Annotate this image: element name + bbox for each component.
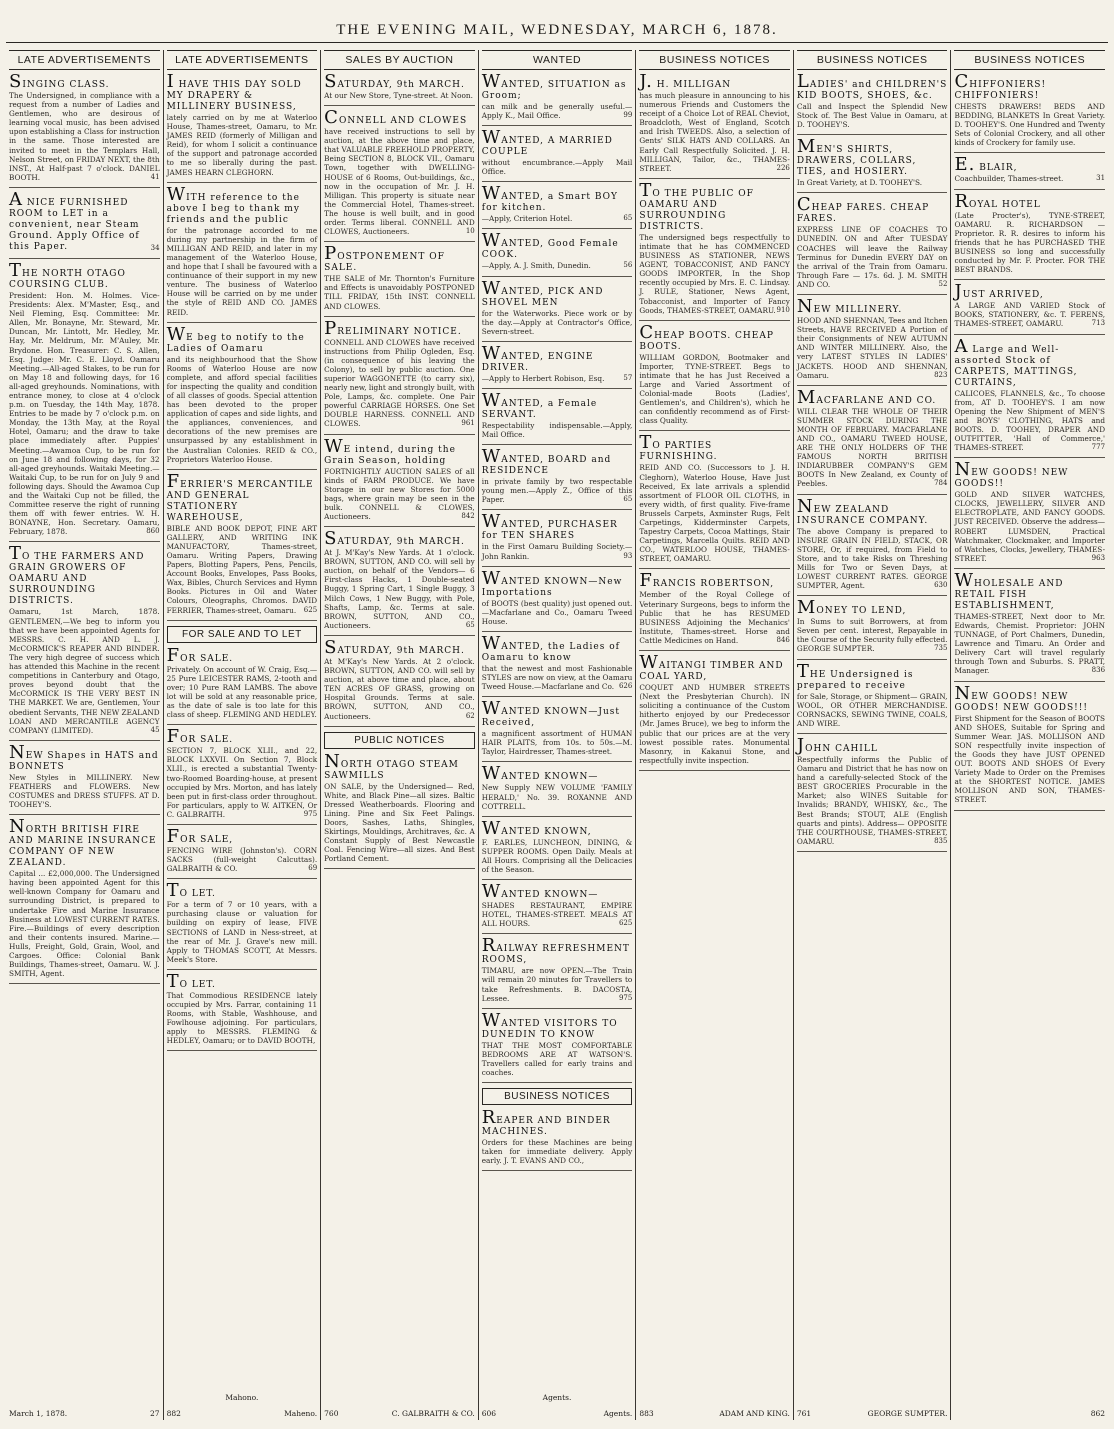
ad-body: for the Waterworks. Piece work or by the day.—Apply at Contractor's Office, Severn-street. bbox=[481, 308, 633, 336]
ad-number: 910 bbox=[776, 305, 790, 314]
advertisement bbox=[639, 321, 790, 432]
ad-body: for the patronage accorded to me during my partnership in the firm of MILLIGAN AND REID, and later in my management of the Waterloo House, and hope that I shall be favoured with a continuance of their support in my new venture. The business of Waterloo House will be carried on by me under the style of REID AND CO. JAMES REID. bbox=[166, 225, 318, 317]
ad-body: Oamaru, 1st March, 1878. GENTLEMEN,—We beg to inform you that we have been appointed Agents for MESSRS. C. H. AND L. J. McCORMICK'S REAPER AND BINDER. The very high degree of success which has attended this Machine in the recent competitions in Canterbury and Otago, proves beyond doubt that the McCORMICK IS THE VERY BEST IN THE MARKET. We are, Gentlemen, Your obedient Servants, THE NEW ZEALAND LOAN AND MERCANTILE AGENCY COMPANY (LIMITED). bbox=[9, 607, 160, 735]
advertisement bbox=[481, 446, 633, 510]
ad-body: (Late Procter's), TYNE-STREET, OAMARU. R. RICHARDSON — Proprietor. R. R. desires to inform his friends that he has PURCHASED THE BUSINESS so long and successfully conducted by Mr. F. Procter. FOR THE BEST BRANDS. bbox=[954, 210, 1106, 275]
ad-number: 784 bbox=[934, 479, 948, 488]
ad-body: In Great Variety, at D. TOOHEY'S. bbox=[796, 178, 923, 188]
ad-headline: NEW ZEALAND INSURANCE COMPANY. bbox=[796, 495, 929, 526]
ad-number: 975 bbox=[303, 809, 318, 818]
ad-headline: TO LET. bbox=[166, 880, 216, 902]
advertisement bbox=[639, 179, 790, 321]
advertisement bbox=[481, 567, 633, 632]
ad-headline: THE Undersigned is prepared to receive bbox=[796, 660, 914, 691]
column-heading: BUSINESS NOTICES bbox=[797, 50, 948, 70]
ad-headline: TO LET. bbox=[166, 970, 216, 992]
footer-right: Agents. bbox=[603, 1409, 633, 1418]
ad-body: The Undersigned, in compliance with a request from a number of Ladies and Gentlemen, who are desirous of learning vocal music, has been advised upon establishing a Class for instruction in the same. Those interested are invited to meet in the Templars Hall, Nelson Street, on FRIDAY NEXT, the 8th INST., At Half-past 7 o'clock. DANIEL BOOTH. bbox=[9, 91, 160, 182]
column-5 bbox=[636, 50, 794, 1420]
column-footer bbox=[482, 1409, 633, 1418]
advertisement bbox=[796, 136, 948, 193]
ad-body: a magnificent assortment of HUMAN HAIR PLAITS, from 10s. to 50s.—M. Taylor, Hairdresser, Thames-street. bbox=[481, 729, 633, 757]
ad-number: 625 bbox=[303, 605, 318, 614]
ad-number: 93 bbox=[623, 551, 633, 560]
ad-number: 860 bbox=[146, 527, 160, 536]
advertisement bbox=[324, 636, 475, 727]
ad-body: without encumbrance.—Apply Mail Office. bbox=[481, 158, 633, 177]
ad-body: Privately. On account of W. Craig, Esq.— 25 Pure LEICESTER RAMS, 2-tooth and over; 10 Pure RAM LAMBS. The above lot will be sold at any reasonable price, as the date of sale is too late for this class of sheep. FLEMING AND HEDLEY. bbox=[166, 664, 318, 720]
ad-headline: CHEAP BOOTS. CHEAP BOOTS. bbox=[639, 321, 774, 352]
column-heading: LATE ADVERTISEMENTS bbox=[9, 50, 160, 70]
footer-right: Maheno. bbox=[284, 1409, 318, 1418]
advertisement bbox=[481, 817, 633, 880]
ad-headline: JUST ARRIVED, bbox=[954, 281, 1044, 303]
ad-headline: J. H. MILLIGAN bbox=[639, 71, 732, 92]
ad-headline: SATURDAY, 9th MARCH. bbox=[324, 528, 465, 550]
ad-number: 713 bbox=[1091, 319, 1106, 328]
advertisement bbox=[639, 570, 790, 651]
advertisement bbox=[954, 154, 1106, 189]
column-heading: BUSINESS NOTICES bbox=[954, 50, 1105, 70]
advertisement bbox=[639, 432, 790, 569]
advertisement bbox=[796, 734, 948, 852]
ad-body: THAMES-STREET, Next door to Mr. Edwards, Chemist. Proprietor: JOHN TUNNAGE, of Port Chalmers, Dunedin, Lawrence and Timaru. An Order and Delivery Cart will travel regularly through Town and Suburbs. S. PRATT, Manager. bbox=[954, 611, 1106, 676]
advertisement bbox=[166, 726, 318, 825]
bottom-label: Agents. bbox=[542, 1393, 572, 1402]
column-4 bbox=[479, 50, 637, 1420]
ad-headline: I HAVE THIS DAY SOLD MY DRAPERY & MILLINERY BUSINESS, bbox=[166, 71, 302, 112]
footer-left: 761 bbox=[796, 1409, 812, 1418]
ad-body: New Supply NEW VOLUME 'FAMILY HERALD,' No. 39. ROXANNE AND COTTRELL. bbox=[481, 783, 633, 811]
ad-body: in private family by two respectable young men.—Apply Z., Office of this Paper. bbox=[481, 477, 633, 505]
ad-headline: A Large and Well-assorted Stock of CARPETS, MATTINGS, CURTAINS, bbox=[954, 335, 1078, 388]
ad-headline: PRELIMINARY NOTICE. bbox=[324, 317, 462, 339]
ad-body: FORTNIGHTLY AUCTION SALES of all kinds of FARM PRODUCE. We have Storage in our new Stores for 5000 bags, where grain may be seen in the bulk. CONNELL & CLOWES, Auctioneers. bbox=[324, 466, 475, 521]
ad-body: of BOOTS (best quality) just opened out.—Macfarlane and Co., Oamaru Tweed House. bbox=[481, 598, 633, 626]
ad-body: TIMARU, are now OPEN.—The Train will remain 20 minutes for Travellers to take Refreshments. B. DACOSTA, Lessee. bbox=[481, 966, 633, 1003]
ad-headline: MONEY TO LEND, bbox=[796, 597, 907, 619]
ad-body: Capital ... £2,000,000. The Undersigned having been appointed Agent for this well-known Company for Oamaru and surrounding District, is prepared to undertake Fire and Marine Insurance Business at LOWEST CURRENT RATES. Fire.—Buildings of every description and their contents insured. Marine.—Hulls, Freight, Gold, Grain, Wool, and Cargoes. Office: Colonial Bank Buildings, Thames-street, Oamaru. W. J. SMITH, Agent. bbox=[9, 869, 160, 979]
advertisement bbox=[481, 389, 633, 445]
ad-body: —Apply, A. J. Smith, Dunedin. bbox=[481, 261, 591, 271]
advertisement bbox=[9, 71, 160, 188]
ad-body: President: Hon. M. Holmes. Vice-Presidents: Alex. M'Master, Esq., and Neil Fleming, Esq. Committee: Mr. Allen, Mr. Bonayne, Mr. Steward, Mr. Duncan, Mr. Lintott, Mr. Hedley, Mr. Hay, Mr. Meldrum, Mr. M'Auley, Mr. Brydone. Hon. Treasurer: C. S. Allen, Esq. Judge: Mr. C. E. Lloyd. Oamaru Meeting.—All-aged Stakes, to be run for on May 18 and following days, for 16 all-aged greyhounds. Nominations, with entrance money, to close at 4 o'clock p.m. on Tuesday, the 14th May, 1878. Entries to be made by 7 o'clock p.m. on Monday, the 13th May, at the Royal Hotel, Oamaru; and the draw to take place immediately after. Puppies' Meeting.—Awamoa Cup, to be run for on June 18 and following days, for 32 all-aged greyhounds. Waitaki Meeting.—Waitaki Cup, to be run for on July 9 and following days. Should the Awamoa Cup and the Waitaki Cup not be filled, the Committee reserve the right of running them off with fewer entries. W. H. BONAYNE, Hon. Secretary. Oamaru, February, 1878. bbox=[9, 290, 160, 537]
advertisement bbox=[9, 741, 160, 815]
ad-body: First Shipment for the Season of BOOTS AND SHOES, Suitable for Spring and Summer Wear. JAS. MOLLISON AND SON respectfully invite inspection of the Goods they have JUST OPENED OUT. BOOTS AND SHOES Of Every Variety Made to Order on the Premises at the SHORTEST NOTICE. JAMES MOLLISON AND SON, THAMES-STREET. bbox=[954, 713, 1106, 805]
footer-left: 882 bbox=[166, 1409, 181, 1418]
ad-number: 835 bbox=[934, 836, 948, 845]
ad-headline: NEW Shapes in HATS and BONNETS bbox=[9, 741, 159, 772]
ad-headline: NORTH BRITISH FIRE AND MARINE INSURANCE COMPANY OF NEW ZEALAND. bbox=[9, 816, 157, 869]
ad-number: 630 bbox=[934, 581, 948, 590]
ad-body: for Sale, Storage, or Shipment— GRAIN, WOOL, OR OTHER MERCHANDISE. CORNSACKS, SEWING TWINE, COALS, AND WIRE. bbox=[796, 691, 948, 728]
advertisement bbox=[166, 644, 318, 726]
ad-headline: FERRIER'S MERCANTILE AND GENERAL STATIONERY WAREHOUSE, bbox=[166, 470, 314, 523]
advertisement bbox=[324, 243, 475, 316]
ad-headline: SATURDAY, 9th MARCH. bbox=[324, 71, 465, 92]
ad-body: The above Company is prepared to INSURE GRAIN IN FIELD, STACK, OR STORE, Or, if required, from Field to Store, and to take Risks on Threshing Mills for Two or Seven Days, at LOWEST CURRENT RATES. GEORGE SUMPTER, Agent. bbox=[796, 526, 948, 591]
ad-headline: TO THE PUBLIC OF OAMARU AND SURROUNDING DISTRICTS. bbox=[639, 179, 754, 232]
ad-number: 57 bbox=[623, 373, 633, 382]
ad-headline: JOHN CAHILL bbox=[796, 734, 878, 756]
ad-body: HOOD AND SHENNAN, Tees and Itchen Streets, HAVE RECEIVED A Portion of their Consignments of NEW AUTUMN AND WINTER MILLINERY. Also, the very LATEST STYLES IN LADIES' JACKETS. HOOD AND SHENNAN, Oamaru. bbox=[796, 316, 948, 380]
advertisement bbox=[954, 682, 1106, 811]
advertisement bbox=[166, 183, 318, 323]
ad-body: New Styles in MILLINERY. New FEATHERS and FLOWERS. New COSTUMES and DRESS STUFFS. AT D. TOOHEY'S. bbox=[9, 772, 160, 810]
advertisement bbox=[9, 543, 160, 740]
advertisement bbox=[954, 459, 1106, 569]
ad-headline: WANTED, A MARRIED COUPLE bbox=[481, 127, 613, 158]
advertisement bbox=[954, 569, 1106, 682]
advertisement bbox=[324, 435, 475, 528]
ad-body: Respectfully informs the Public of Oamaru and District that he has now on hand a carefully-selected Stock of the BEST GROCERIES Procurable in the Market; also WINES Suitable for Invalids; BRANDY, WHISKY, &c., The Best Brands; STOUT, ALE (English quarts and pints). Address— OPPOSITE THE COURTHOUSE, THAMES-STREET, OAMARU. bbox=[796, 754, 948, 846]
advertisement bbox=[9, 259, 160, 543]
ad-number: 963 bbox=[1091, 553, 1106, 562]
ad-body: The undersigned begs respectfully to intimate that he has COMMENCED BUSINESS AS STATIONER, NEWS AGENT, TOBACCONIST, AND FANCY GOODS IMPORTER, In the Shop recently occupied by Mrs. E. C. Lindsay. J. RULE, Stationer, News Agent, Tobacconist, and Importer of Fancy Goods, THAMES-STREET, OAMARU. bbox=[639, 232, 790, 315]
column-heading: SALES BY AUCTION bbox=[324, 50, 475, 70]
ad-body: At J. M'Kay's New Yards. At 1 o'clock. BROWN, SUTTON, AND CO. will sell by auction, on behalf of the Vendors— 6 First-class Hacks, 1 Double-seated Buggy, 1 Spring Cart, 1 Single Buggy, 3 Milch Cows, 1 New Buggy, with Pole, Shafts, Lamp, &c. Terms at sale. BROWN, SUTTON, AND CO., Auctioneers. bbox=[324, 548, 475, 630]
ad-headline: WE intend, during the Grain Season, holding bbox=[324, 435, 456, 466]
columns-container bbox=[6, 50, 1108, 1420]
column-7 bbox=[951, 50, 1108, 1420]
advertisement bbox=[166, 880, 318, 970]
advertisement bbox=[481, 1009, 633, 1083]
ad-number: 41 bbox=[150, 172, 160, 181]
ad-headline: WANTED, Good Female COOK. bbox=[481, 230, 619, 261]
ad-headline: NEW GOODS! NEW GOODS!! bbox=[954, 459, 1069, 490]
advertisement bbox=[9, 816, 160, 984]
ad-number: 226 bbox=[776, 163, 790, 172]
ad-headline: WITH reference to the above I beg to thank my friends and the public bbox=[166, 183, 300, 225]
footer-left: March 1, 1878. bbox=[9, 1409, 68, 1418]
ad-headline: THE NORTH OTAGO COURSING CLUB. bbox=[9, 259, 126, 290]
ad-headline: CONNELL AND CLOWES bbox=[324, 107, 468, 129]
column-footer bbox=[167, 1409, 318, 1418]
ad-number: 735 bbox=[934, 644, 948, 653]
footer-right: 862 bbox=[1090, 1409, 1106, 1418]
ad-number: 836 bbox=[1091, 666, 1106, 675]
ad-body: Member of the Royal College of Veterinary Surgeons, begs to inform the Public that he has RESUMED BUSINESS Adjoining the Mechanics' Institute, Thames-street. Horse and Cattle Medicines on Hand. bbox=[639, 590, 790, 645]
advertisement bbox=[639, 71, 790, 179]
footer-right: C. GALBRAITH & CO. bbox=[391, 1409, 475, 1418]
ad-body: A LARGE AND VARIED Stock of BOOKS, STATIONERY, &c. T. FERENS, THAMES-STREET, OAMARU. bbox=[954, 301, 1106, 329]
ad-body: Coachbuilder, Thames-street. bbox=[954, 174, 1064, 184]
ad-number: 846 bbox=[776, 635, 790, 644]
advertisement bbox=[324, 317, 475, 435]
ad-headline: SINGING CLASS. bbox=[9, 71, 110, 92]
ad-body: CHESTS DRAWERS! BEDS AND BEDDING, BLANKETS In Great Variety. D. TOOHEY'S. One Hundred and Twenty Sets of Colonial Crockery, and all other kinds of Crockery for family use. bbox=[954, 102, 1106, 148]
advertisement bbox=[166, 71, 318, 183]
ad-headline: FOR SALE, bbox=[166, 825, 234, 847]
ad-headline: MEN'S SHIRTS, DRAWERS, COLLARS, TIES, and HOSIERY. bbox=[796, 136, 917, 178]
column-footer bbox=[9, 1409, 160, 1418]
ad-headline: WANTED, PICK AND SHOVEL MEN bbox=[481, 277, 604, 308]
ad-body: have received instructions to sell by auction, at the above time and place, that VALUABLE FREEHOLD PROPERTY, Being SECTION 8, BLOCK VII., Oamaru Town, together with DWELLING-HOUSE of 6 Rooms, Out-buildings, &c., now in the occupation of Mr. J. H. Milligan. This property is situate near the Commercial Hotel, Thames-street. The house is well built, and in good order. Terms liberal. CONNELL AND CLOWES, Auctioneers. bbox=[324, 127, 475, 237]
ad-number: 69 bbox=[308, 864, 318, 873]
advertisement bbox=[481, 342, 633, 389]
advertisement bbox=[166, 470, 318, 621]
advertisement bbox=[796, 495, 948, 597]
advertisement bbox=[481, 183, 633, 229]
ad-number: 626 bbox=[618, 682, 633, 691]
ad-number: 777 bbox=[1091, 443, 1106, 452]
advertisement bbox=[9, 188, 160, 259]
column-footer bbox=[639, 1409, 790, 1418]
footer-left: 760 bbox=[324, 1409, 339, 1418]
ad-number: 45 bbox=[150, 725, 160, 734]
ad-number: 52 bbox=[938, 279, 948, 288]
advertisement bbox=[481, 698, 633, 762]
ad-number: 975 bbox=[618, 993, 633, 1002]
section-heading: BUSINESS NOTICES bbox=[482, 1088, 633, 1105]
ad-number: 625 bbox=[618, 919, 633, 928]
ad-body: REID AND CO. (Successors to J. H. Cleghorn), Waterloo House, Have Just Received, Ex late arrivals a splendid assortment of FLOOR OIL CLOTHS, in every width, of first quality. Five-frame Brussels Carpets, Axminster Rugs, Felt Carpetings, Kidderminster Carpets, Tapestry Carpets, Cocoa Mattings, Stair Carpetings, Marcella Quilts. REID AND CO., WATERLOO HOUSE, THAMES-STREET, OAMARU. bbox=[639, 463, 790, 564]
ad-headline: WANTED KNOWN— bbox=[481, 881, 599, 903]
advertisement bbox=[796, 296, 948, 386]
section-heading: PUBLIC NOTICES bbox=[324, 732, 475, 749]
column-3 bbox=[321, 50, 479, 1420]
ad-number: 65 bbox=[465, 620, 475, 629]
column-footer bbox=[954, 1409, 1105, 1418]
ad-body: At our New Store, Tyne-street. At Noon. bbox=[324, 91, 473, 100]
column-1 bbox=[6, 50, 164, 1420]
ad-headline: RAILWAY REFRESHMENT ROOMS, bbox=[481, 935, 630, 966]
ad-body: At M'Kay's New Yards. At 2 o'clock. BROWN, SUTTON, AND CO. will sell by auction, at above time and place, about TEN ACRES OF GRASS, growing on Hospital Grounds. Terms at sale. BROWN, SUTTON, AND CO., Auctioneers. bbox=[324, 656, 475, 721]
ad-headline: WANTED, ENGINE DRIVER. bbox=[481, 342, 594, 373]
advertisement bbox=[481, 127, 633, 182]
ad-headline: NEW MILLINERY. bbox=[796, 296, 903, 318]
ad-headline: WANTED KNOWN— bbox=[481, 763, 599, 785]
column-2 bbox=[164, 50, 322, 1420]
ad-number: 823 bbox=[934, 370, 948, 379]
ad-body: F. EARLES, LUNCHEON, DINING, & SUPPER ROOMS. Open Daily. Meals at All Hours. Comprising all the Delicacies of the Season. bbox=[481, 837, 633, 874]
ad-number: 961 bbox=[461, 419, 475, 428]
ad-headline: WANTED KNOWN—Just Received, bbox=[481, 698, 621, 729]
ad-body: ON SALE, by the Undersigned— Red, White, and Black Pine—all sizes. Baltic Dressed Weatherboards. Flooring and Lining. Pine and Six Feet Palings. Doors, Sashes, Laths, Shingles, Skirtings, Mouldings, Architraves, &c. A Constant Supply of Best Newcastle Coal. Fencing Wire—all sizes. And Best Portland Cement. bbox=[324, 781, 475, 864]
ad-body: Call and Inspect the Splendid New Stock of. The Best Value in Oamaru, at D. TOOHEY'S. bbox=[796, 102, 948, 130]
ad-headline: FRANCIS ROBERTSON, bbox=[639, 570, 775, 592]
ad-headline: FOR SALE. bbox=[166, 726, 234, 748]
advertisement bbox=[481, 881, 633, 934]
ad-body: Respectability indispensable.—Apply, Mail Office. bbox=[481, 420, 633, 440]
ad-body: SECTION 7, BLOCK XLII., and 22, BLOCK LXXVII. On Section 7, Block XLII., is erected a substantial Twenty-two-Roomed Boarding-house, at present occupied by Mrs. Morton, and has lately been put in first-class order throughout. For particulars, apply to W. AITKEN, Or C. GALBRAITH. bbox=[166, 746, 318, 819]
ad-body: WILLIAM GORDON, Bootmaker and Importer, TYNE-STREET. Begs to intimate that he has Just Received a Large and Varied Assortment of Colonial-made Boots (Ladies', Gentlemen's, and Children's), which he can confidently recommend as of First-class Quality. bbox=[639, 352, 790, 426]
ad-headline: WANTED, the Ladies of Oamaru to know bbox=[481, 632, 620, 663]
ad-body: EXPRESS LINE OF COACHES TO DUNEDIN. ON and After TUESDAY COACHES will leave the Railway Terminus for Dunedin EVERY DAY on the arrival of the Train from Oamaru. Through Fare — 17s. 6d. J. M. SMITH AND CO. bbox=[796, 225, 948, 289]
ad-headline: SATURDAY, 9th MARCH. bbox=[324, 636, 465, 658]
ad-headline: WE beg to notify to the Ladies of Oamaru bbox=[166, 323, 305, 354]
advertisement bbox=[481, 763, 633, 816]
masthead-rule bbox=[6, 42, 1108, 43]
ad-headline: TO THE FARMERS AND GRAIN GROWERS OF OAMARU AND SURROUNDING DISTRICTS. bbox=[9, 543, 145, 607]
advertisement bbox=[324, 71, 475, 106]
ad-body: in the First Oamaru Building Society.—John Rankin. bbox=[481, 542, 633, 561]
ad-headline: POSTPONEMENT OF SALE. bbox=[324, 243, 445, 274]
column-footer bbox=[797, 1409, 948, 1418]
ad-headline: A NICE FURNISHED ROOM to LET in a convenient, near Steam Ground. Apply Office of this Paper. bbox=[9, 188, 140, 252]
ad-body: that the newest and most Fashionable STYLES are now on view, at the Oamaru Tweed House.—Macfarlane and Co. bbox=[481, 663, 633, 692]
footer-left: 883 bbox=[639, 1409, 654, 1418]
advertisement bbox=[166, 825, 318, 879]
ad-number: 62 bbox=[465, 711, 475, 720]
ad-body: lately carried on by me at Waterloo House, Thames-street, Oamaru, to Mr. JAMES REID (formerly of Milligan and Reid), for whom I solicit a continuance of the support and patronage accorded to me so liberally during the past. JAMES HEARN CLEGHORN. bbox=[166, 113, 318, 177]
ad-body: COQUET AND HUMBER STREETS (Next the Presbyterian Church). IN soliciting a continuance of the Custom hitherto enjoyed by our Predecessor (Mr. James Bruce), we beg to inform the public that our prices are at the very lowest possible rates. Monumental Masonry, in Kakanui Stone, and respectfully invite inspection. bbox=[639, 683, 790, 765]
ad-body: can milk and be generally useful.—Apply K., Mail Office. bbox=[481, 102, 633, 121]
advertisement bbox=[954, 281, 1106, 334]
advertisement bbox=[481, 935, 633, 1008]
ad-headline: MACFARLANE AND CO. bbox=[796, 386, 937, 408]
ad-headline: TO PARTIES FURNISHING. bbox=[639, 432, 718, 463]
ad-number: 10 bbox=[465, 227, 475, 236]
ad-headline: WANTED, a Smart BOY for kitchen. bbox=[481, 183, 618, 214]
ad-headline: ROYAL HOTEL bbox=[954, 190, 1041, 212]
ad-headline: REAPER AND BINDER MACHINES. bbox=[481, 1107, 611, 1138]
advertisement bbox=[166, 970, 318, 1052]
advertisement bbox=[166, 323, 318, 470]
ad-headline: WANTED KNOWN—New Importations bbox=[481, 567, 623, 598]
ad-number: 56 bbox=[623, 261, 633, 270]
column-heading: LATE ADVERTISEMENTS bbox=[167, 50, 318, 70]
ad-body: CALICOES, FLANNELS, &c., To choose from, AT D. TOOHEY'S. I am now Opening the New Shipment of MEN'S and BOYS' CLOTHING, HATS and BOOTS. D. TOOHEY, DRAPER AND OUTFITTER, 'Hall of Commerce,' THAMES-STREET. bbox=[954, 388, 1106, 453]
ad-headline: WANTED KNOWN, bbox=[481, 817, 592, 839]
ad-headline: WANTED VISITORS TO DUNEDIN TO KNOW bbox=[481, 1009, 618, 1040]
advertisement bbox=[796, 71, 948, 135]
ad-body: BIBLE AND BOOK DEPOT, FINE ART GALLERY, AND WRITING INK MANUFACTORY, Thames-street, Oamaru. Writing Papers, Drawing Papers, Blotting Papers, Pens, Pencils, Account Books, Envelopes, Pass Books, Wax, Bibles, Church Services and Hymn Books. Pictures in Oil and Water Colours, Oleographs, Chromos. DAVID FERRIER, Thames-street, Oamaru. bbox=[166, 523, 318, 615]
column-footer bbox=[324, 1409, 475, 1418]
ad-body: For a term of 7 or 10 years, with a purchasing clause or valuation for building on expiry of lease, FIVE SECTIONS of LAND in Ness-street, at the rear of Mr. J. Grave's new mill. Apply to THOMAS SCOTT, At Messrs. Meek's Store. bbox=[166, 900, 318, 964]
advertisement bbox=[954, 71, 1106, 153]
advertisement bbox=[481, 511, 633, 566]
ad-number: 34 bbox=[150, 243, 160, 252]
advertisement bbox=[481, 632, 633, 697]
ad-body: and its neighbourhood that the Show Rooms of Waterloo House are now complete, and afford special facilities for inspecting the quality and condition of all classes of goods. Special attention has been devoted to the proper application of capes and side lights, and the appliances, conveniences, and decorations of the new premises are unsurpassed by any establishment in the Australian Colonies. REID & CO., Proprietors Waterloo House. bbox=[166, 354, 318, 464]
ad-number: 65 bbox=[623, 214, 633, 223]
advertisement bbox=[954, 335, 1106, 459]
ad-headline: E. BLAIR, bbox=[954, 154, 1018, 176]
ad-headline: NEW GOODS! NEW GOODS! NEW GOODS!!! bbox=[954, 682, 1089, 713]
ad-headline: CHIFFONIERS! CHIFFONIERS! bbox=[954, 71, 1047, 101]
column-heading: WANTED bbox=[482, 50, 633, 70]
ad-body: In Sums to suit Borrowers, at from Seven per cent. interest, Repayable in the Course of the Security fully effected. GEORGE SUMPTER. bbox=[796, 617, 948, 654]
ad-body: SHADES RESTAURANT, EMPIRE HOTEL, THAMES-STREET. MEALS AT ALL HOURS. bbox=[481, 901, 633, 929]
footer-right: 27 bbox=[150, 1409, 160, 1418]
ad-body: THE SALE of Mr. Thornton's Furniture and Effects is unavoidably POSTPONED TILL FRIDAY, 15th INST. CONNELL AND CLOWES. bbox=[324, 274, 475, 311]
advertisement bbox=[481, 1107, 633, 1171]
ad-body: —Apply to Herbert Robison, Esq. bbox=[481, 373, 605, 383]
advertisement bbox=[324, 528, 475, 636]
ad-body: THAT THE MOST COMFORTABLE BEDROOMS ARE AT WATSON'S. Travellers called for early trains and coaches. bbox=[481, 1040, 633, 1078]
advertisement bbox=[796, 597, 948, 659]
advertisement bbox=[481, 71, 633, 126]
ad-headline: WANTED, PURCHASER for TEN SHARES bbox=[481, 511, 618, 542]
ad-body: Orders for these Machines are being taken for immediate delivery. Apply early. J. T. EVANS AND CO., bbox=[481, 1138, 633, 1166]
ad-headline: WANTED, SITUATION as Groom; bbox=[481, 71, 627, 101]
column-heading: BUSINESS NOTICES bbox=[639, 50, 790, 70]
ad-headline: CHEAP FARES. CHEAP FARES. bbox=[796, 194, 930, 225]
ad-headline: LADIES' and CHILDREN'S KID BOOTS, SHOES, &c. bbox=[796, 71, 948, 101]
advertisement bbox=[796, 660, 948, 734]
advertisement bbox=[796, 386, 948, 495]
advertisement bbox=[324, 107, 475, 242]
masthead: THE EVENING MAIL, WEDNESDAY, MARCH 6, 1878. bbox=[336, 22, 778, 38]
ad-body: CONNELL AND CLOWES have received instructions from Philip Ogleden, Esq. (in consequence of his leaving the Colony), to sell by public auction. One superior WAGGONETTE (to carry six), nearly new, light and strongly built, with Pole, Lamps, &c. complete. One Pair powerful CARRIAGE HORSES. One Set DOUBLE HARNESS. CONNELL AND CLOWES. bbox=[324, 337, 475, 429]
ad-number: 65 bbox=[623, 495, 633, 504]
ad-body: That Commodious RESIDENCE lately occupied by Mrs. Farrar, containing 11 Rooms, with Stable, Washhouse, and Fowlhouse adjoining. For particulars, apply to MESSRS. FLEMING & HEDLEY, Oamaru; or to DAVID BOOTH, bbox=[166, 990, 318, 1046]
ad-number: 99 bbox=[623, 111, 633, 120]
advertisement bbox=[796, 194, 948, 295]
advertisement bbox=[639, 652, 790, 771]
ad-body: has much pleasure in announcing to his numerous Friends and Customers the receipt of a Choice Lot of REAL Cheviot, Broadcloth, West of England, Scotch and Irish TWEEDS. Also, a selection of Gents' SILK HATS AND COLLARS. An Early Call Respectfully Solicited. J. H. MILLIGAN, Tailor, &c., THAMES-STREET. bbox=[639, 91, 790, 173]
ad-headline: WAITANGI TIMBER AND COAL YARD, bbox=[639, 652, 784, 683]
ad-headline: NORTH OTAGO STEAM SAWMILLS bbox=[324, 750, 459, 781]
ad-headline: WHOLESALE AND RETAIL FISH ESTABLISHMENT, bbox=[954, 569, 1064, 611]
section-heading: FOR SALE AND TO LET bbox=[167, 626, 318, 643]
ad-headline: WANTED, BOARD and RESIDENCE bbox=[481, 446, 612, 477]
advertisement bbox=[324, 750, 475, 870]
ad-body: GOLD AND SILVER WATCHES, CLOCKS, JEWELLERY, SILVER AND ELECTROPLATE, AND FANCY GOODS. JUST RECEIVED. Observe the address— ROBERT LUMSDEN, Practical Watchmaker, Clockmaker, and Importer of Watches, Clocks, Jewellery, THAMES-STREET. bbox=[954, 490, 1106, 563]
footer-left: 606 bbox=[481, 1409, 497, 1418]
ad-number: 842 bbox=[461, 512, 475, 520]
advertisement bbox=[954, 190, 1106, 281]
ad-body: FENCING WIRE (Johnston's). CORN SACKS (full-weight Calcuttas). GALBRAITH & CO. bbox=[166, 845, 318, 874]
ad-body: —Apply, Criterion Hotel. bbox=[481, 214, 573, 224]
column-6 bbox=[794, 50, 952, 1420]
ad-number: 31 bbox=[1096, 174, 1106, 183]
advertisement bbox=[481, 277, 633, 342]
ad-headline: WANTED, a Female SERVANT. bbox=[481, 389, 598, 420]
footer-right: ADAM AND KING. bbox=[719, 1409, 790, 1418]
ad-headline: FOR SALE. bbox=[166, 644, 234, 666]
advertisement bbox=[481, 230, 633, 276]
bottom-label: Mahono. bbox=[225, 1393, 259, 1402]
ad-body: WILL CLEAR THE WHOLE OF THEIR SUMMER STOCK DURING THE MONTH OF FEBRUARY. MACFARLANE AND CO., OAMARU TWEED HOUSE, ARE THE ONLY HOLDERS OF THE FAMOUS NORTH BRITISH INDIARUBBER COMPANY'S GEM BOOTS In New Zealand, ex County of Peebles. bbox=[796, 406, 948, 489]
footer-right: GEORGE SUMPTER. bbox=[867, 1409, 948, 1418]
